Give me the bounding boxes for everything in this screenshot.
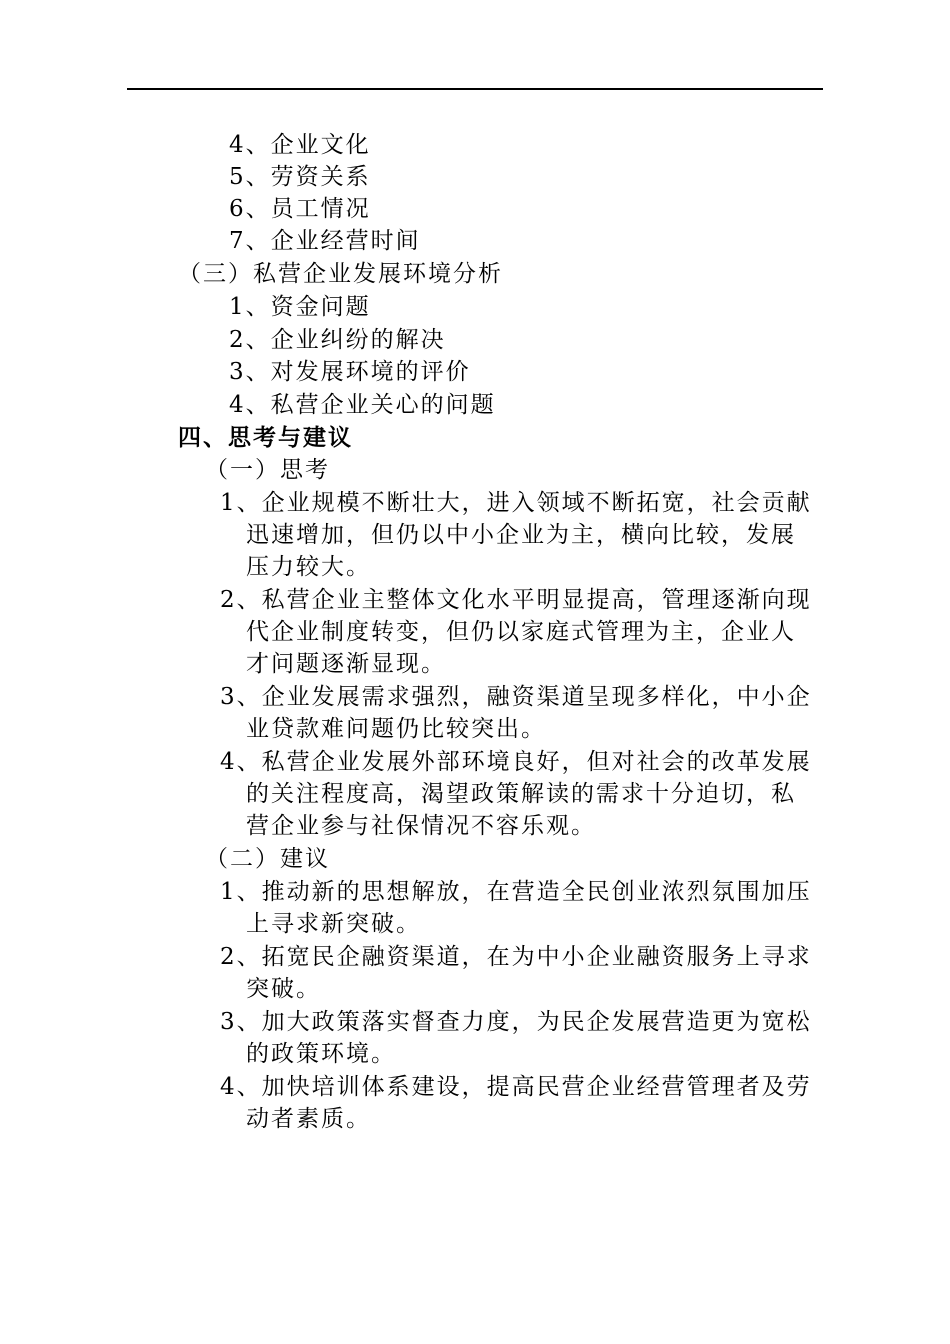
paragraph-line: 4、加快培训体系建设，提高民营企业经营管理者及劳 <box>220 1074 812 1100</box>
paragraph-line: 3、企业发展需求强烈，融资渠道呈现多样化，中小企 <box>220 684 812 710</box>
paragraph-line: 上寻求新突破。 <box>246 911 421 937</box>
paragraph-line: 4、私营企业发展外部环境良好，但对社会的改革发展 <box>220 749 812 775</box>
list-item: 4、私营企业关心的问题 <box>229 392 496 418</box>
paragraph-line: 代企业制度转变，但仍以家庭式管理为主，企业人 <box>246 619 796 645</box>
list-item: 1、资金问题 <box>229 294 371 320</box>
list-item: 6、员工情况 <box>229 196 371 222</box>
paragraph-line: 3、加大政策落实督查力度，为民企发展营造更为宽松 <box>220 1009 812 1035</box>
paragraph-line: 才问题逐渐显现。 <box>246 651 446 677</box>
section-heading: 四、思考与建议 <box>178 424 353 451</box>
paragraph-line: 营企业参与社保情况不容乐观。 <box>246 813 596 839</box>
list-item: 7、企业经营时间 <box>229 228 421 254</box>
paragraph-line: 突破。 <box>246 976 321 1002</box>
paragraph-line: 动者素质。 <box>246 1106 371 1132</box>
paragraph-line: 的关注程度高，渴望政策解读的需求十分迫切，私 <box>246 781 796 807</box>
paragraph-line: 1、推动新的思想解放，在营造全民创业浓烈氛围加压 <box>220 879 812 905</box>
paragraph-line: 2、拓宽民企融资渠道，在为中小企业融资服务上寻求 <box>220 944 812 970</box>
list-item: 3、对发展环境的评价 <box>229 359 471 385</box>
list-item: 4、企业文化 <box>229 132 371 158</box>
list-item: 5、劳资关系 <box>229 164 371 190</box>
header-rule <box>127 88 823 90</box>
subsection-heading: （三）私营企业发展环境分析 <box>178 261 503 287</box>
paragraph-line: 1、企业规模不断壮大，进入领域不断拓宽，社会贡献 <box>220 490 812 516</box>
paragraph-line: 2、私营企业主整体文化水平明显提高，管理逐渐向现 <box>220 587 812 613</box>
subsection-heading: （一）思考 <box>205 457 330 483</box>
subsection-heading: （二）建议 <box>205 846 330 872</box>
paragraph-line: 的政策环境。 <box>246 1041 396 1067</box>
paragraph-line: 压力较大。 <box>246 554 371 580</box>
paragraph-line: 迅速增加，但仍以中小企业为主，横向比较，发展 <box>246 522 796 548</box>
paragraph-line: 业贷款难问题仍比较突出。 <box>246 716 546 742</box>
list-item: 2、企业纠纷的解决 <box>229 327 446 353</box>
